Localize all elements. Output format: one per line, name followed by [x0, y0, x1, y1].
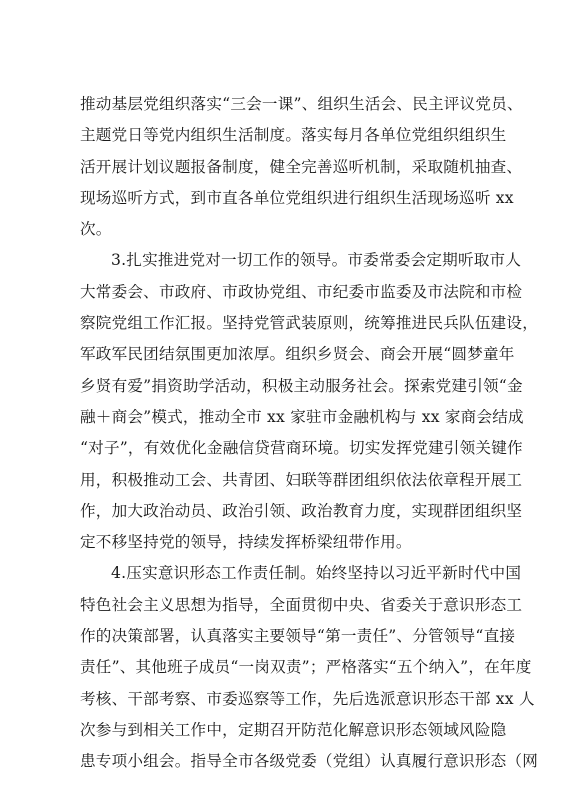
text-line: 大常委会、市政府、市政协党组、市纪委市监委及市法院和市检: [80, 282, 523, 301]
text-line: 主题党日等党内组织生活制度。落实每月各单位党组织组织生: [80, 126, 507, 145]
text-line: 推动基层党组织落实“三会一课”、组织生活会、民主评议党员、: [80, 95, 523, 113]
text-line: “对子”，有效优化金融信贷营商环境。切实发挥党建引领关键作: [80, 439, 523, 458]
text-line: 融＋商会”模式，推动全市 xx 家驻市金融机构与 xx 家商会结成: [80, 407, 524, 426]
text-line: 活开展计划议题报备制度，健全完善巡听机制，采取随机抽查、: [80, 157, 523, 176]
document-body: [80, 89, 539, 778]
text-line: 察院党组工作汇报。坚持党管武装原则，统筹推进民兵队伍建设，: [80, 314, 539, 333]
text-line: 责任”、其他班子成员“一岗双责”；严格落实“五个纳入”，在年度: [80, 658, 532, 677]
paragraph-4: [80, 558, 539, 777]
paragraph-continuation: [80, 89, 523, 245]
text-line: 乡贤有爱”捐资助学活动，积极主动服务社会。探索党建引领“金: [80, 376, 523, 395]
text-line: 定不移坚持党的领导，持续发挥桥梁纽带作用。: [80, 533, 412, 552]
text-line-heading: 4.压实意识形态工作责任制。始终坚持以习近平新时代中国: [111, 564, 522, 583]
text-line: 特色社会主义思想为指导，全面贯彻中央、省委关于意识形态工: [80, 595, 523, 614]
text-line: 现场巡听方式，到市直各单位党组织进行组织生活现场巡听 xx: [80, 188, 514, 207]
text-line-heading: 3.扎实推进党对一切工作的领导。市委常委会定期听取市人: [111, 251, 522, 270]
text-line: 作，加大政治动员、政治引领、政治教育力度，实现群团组织坚: [80, 501, 523, 520]
text-line: 患专项小组会。指导全市各级党委（党组）认真履行意识形态（网: [80, 752, 539, 771]
text-line: 考核、干部考察、市委巡察等工作，先后选派意识形态干部 xx 人: [80, 689, 535, 708]
paragraph-3: [80, 245, 539, 558]
text-line: 次参与到相关工作中，定期召开防范化解意识形态领域风险隐: [80, 720, 507, 739]
text-line: 作的决策部署，认真落实主要领导“第一责任”、分管领导“直接: [80, 627, 516, 646]
text-line: 军政军民团结氛围更加浓厚。组织乡贤会、商会开展“圆梦童年: [80, 345, 515, 364]
text-line: 用，积极推动工会、共青团、妇联等群团组织依法依章程开展工: [80, 470, 523, 489]
text-line: 次。: [80, 220, 112, 239]
